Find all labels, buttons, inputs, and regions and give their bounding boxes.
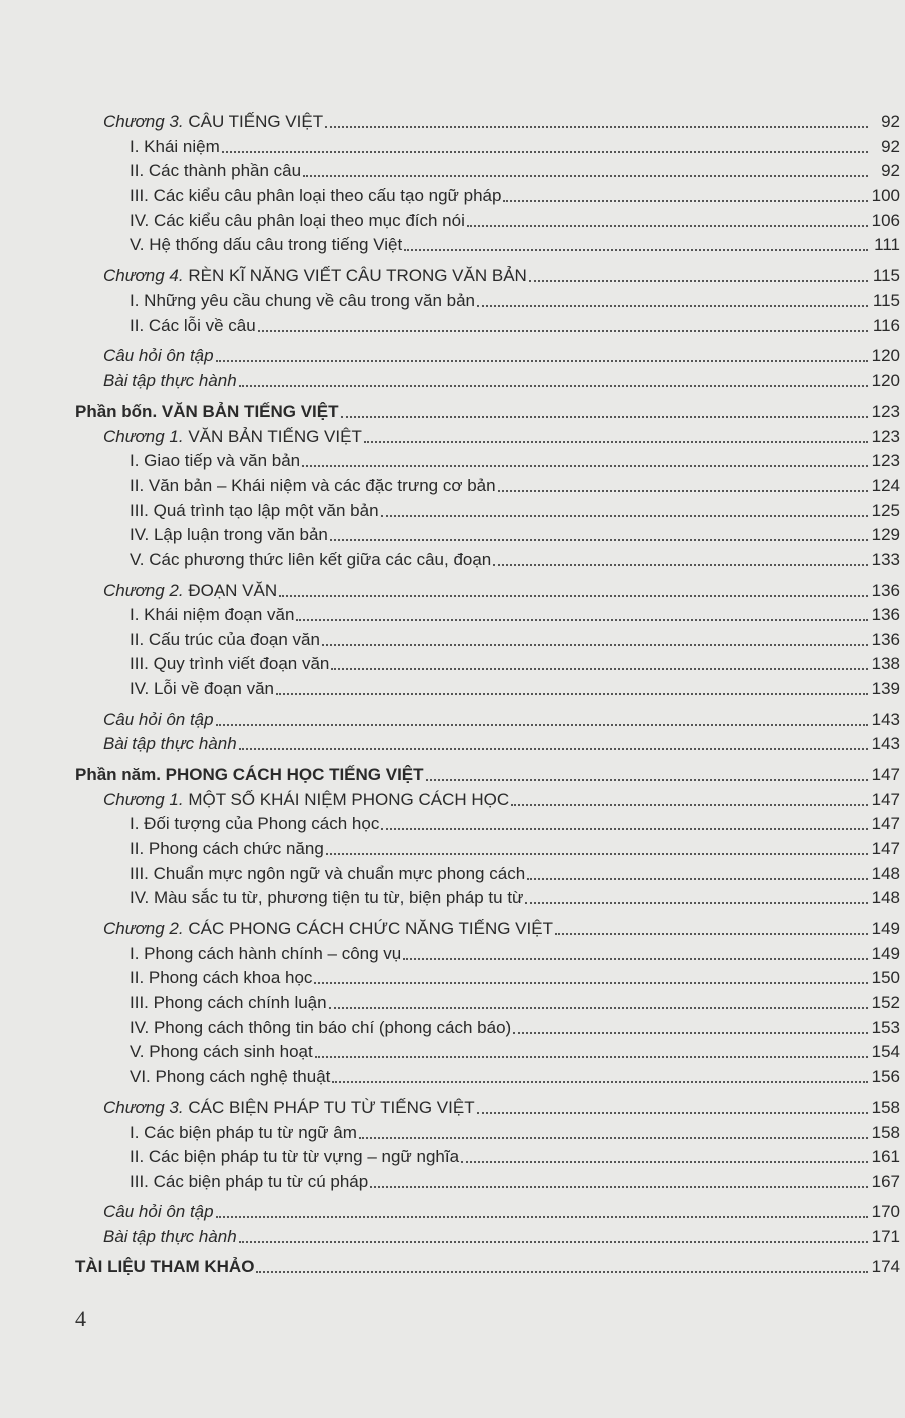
- toc-entry: [103, 577, 900, 601]
- chapter-title: ĐOẠN VĂN: [188, 581, 278, 600]
- toc-entry: [103, 786, 900, 810]
- dot-leader: [477, 305, 868, 307]
- chapter-title: CÂU TIẾNG VIỆT: [188, 112, 324, 131]
- toc-page-number: 143: [871, 710, 900, 729]
- toc-page-number: 150: [871, 968, 900, 987]
- toc-entry-title: II. Các lỗi về câu: [130, 316, 256, 335]
- toc-page-number: 116: [872, 316, 900, 335]
- dot-leader: [513, 1032, 868, 1034]
- toc-entry-title: [103, 1098, 475, 1118]
- dot-leader: [555, 933, 868, 935]
- dot-leader: [239, 748, 868, 750]
- dot-leader: [325, 126, 868, 128]
- toc-entry-title: III. Quá trình tạo lập một văn bản: [130, 501, 379, 520]
- toc-page-number: 129: [871, 525, 900, 544]
- toc-entry: [130, 287, 900, 311]
- toc-entry: [75, 398, 900, 422]
- dot-leader: [331, 668, 868, 670]
- toc-entry: [130, 1063, 900, 1087]
- toc-entry: [103, 1223, 900, 1247]
- toc-page-number: 152: [871, 993, 900, 1012]
- chapter-prefix: Chương 1.: [103, 790, 184, 809]
- toc-entry: [130, 835, 900, 859]
- toc-entry: [130, 1014, 900, 1038]
- dot-leader: [326, 853, 868, 855]
- page-number: 4: [75, 1306, 86, 1331]
- toc-entry-title: [103, 919, 553, 939]
- toc-entry-title: [103, 112, 323, 132]
- toc-page-number: 161: [871, 1147, 900, 1166]
- dot-leader: [467, 225, 868, 227]
- toc-page-number: 154: [871, 1042, 900, 1061]
- toc-entry-title: V. Hệ thống dấu câu trong tiếng Việt: [130, 235, 403, 254]
- toc-page-number: 123: [871, 451, 900, 470]
- toc-entry-title: I. Đối tượng của Phong cách học: [130, 814, 380, 833]
- toc-page-number: 153: [871, 1018, 900, 1037]
- dot-leader: [332, 1081, 868, 1083]
- toc-entry: [130, 884, 900, 908]
- toc-entry-title: IV. Lỗi về đoạn văn: [130, 679, 274, 698]
- toc-entry-title: II. Cấu trúc của đoạn văn: [130, 630, 320, 649]
- chapter-prefix: Chương 3.: [103, 112, 184, 131]
- toc-entry-title: V. Phong cách sinh hoạt: [130, 1042, 313, 1061]
- toc-entry-title: Câu hỏi ôn tập: [103, 710, 214, 729]
- toc-entry-title: III. Quy trình viết đoạn văn: [130, 654, 330, 673]
- toc-entry-title: III. Chuẩn mực ngôn ngữ và chuẩn mực phong cách: [130, 864, 526, 883]
- toc-entry: [130, 447, 900, 471]
- toc-entry: [130, 1038, 900, 1062]
- toc-page-number: 92: [881, 112, 900, 131]
- toc-entry: [130, 133, 900, 157]
- toc-entry-title: TÀI LIỆU THAM KHẢO: [75, 1257, 255, 1276]
- toc-page-number: 100: [871, 186, 900, 205]
- toc-page-number: 133: [871, 550, 900, 569]
- toc-page-number: 136: [871, 581, 900, 600]
- dot-leader: [239, 385, 868, 387]
- toc-entry: [130, 312, 900, 336]
- dot-leader: [256, 1271, 868, 1273]
- toc-entry-title: III. Các kiểu câu phân loại theo cấu tạo ngữ pháp: [130, 186, 502, 205]
- toc-page-number: 92: [881, 161, 900, 180]
- chapter-prefix: Chương 3.: [103, 1098, 184, 1117]
- toc-entry-title: II. Văn bản – Khái niệm và các đặc trưng cơ bản: [130, 476, 496, 495]
- dot-leader: [381, 828, 868, 830]
- toc-entry-title: Bài tập thực hành: [103, 371, 237, 390]
- toc-page-number: 115: [872, 291, 900, 310]
- toc-entry: [103, 262, 900, 286]
- dot-leader: [222, 151, 868, 153]
- dot-leader: [303, 175, 868, 177]
- toc-page-number: 123: [871, 402, 900, 421]
- dot-leader: [403, 958, 868, 960]
- dot-leader: [529, 280, 868, 282]
- toc-entry-title: III. Các biện pháp tu từ cú pháp: [130, 1172, 369, 1191]
- dot-leader: [527, 878, 868, 880]
- toc-entry-title: [103, 266, 527, 286]
- dot-leader: [525, 902, 868, 904]
- toc-page-number: 147: [871, 765, 900, 784]
- dot-leader: [329, 1007, 868, 1009]
- toc-entry-title: II. Phong cách chức năng: [130, 839, 324, 858]
- toc-page-number: 171: [871, 1227, 900, 1246]
- toc-entry-title: I. Các biện pháp tu từ ngữ âm: [130, 1123, 357, 1142]
- dot-leader: [364, 441, 868, 443]
- chapter-title: RÈN KĨ NĂNG VIẾT CÂU TRONG VĂN BẢN: [188, 266, 527, 285]
- toc-page-number: 115: [872, 266, 900, 285]
- chapter-title: MỘT SỐ KHÁI NIỆM PHONG CÁCH HỌC: [188, 790, 510, 809]
- dot-leader: [404, 249, 868, 251]
- chapter-prefix: Chương 2.: [103, 581, 184, 600]
- toc-entry: [130, 157, 900, 181]
- toc-page-number: 120: [871, 346, 900, 365]
- toc-entry: [130, 231, 900, 255]
- toc-entry: [103, 730, 900, 754]
- dot-leader: [322, 644, 868, 646]
- toc-entry-title: VI. Phong cách nghệ thuật: [130, 1067, 331, 1086]
- toc-page-number: 149: [871, 944, 900, 963]
- toc-entry-title: [103, 427, 362, 447]
- dot-leader: [370, 1186, 868, 1188]
- toc-entry: [103, 108, 900, 132]
- toc-entry: [130, 1119, 900, 1143]
- toc-page-number: 143: [871, 734, 900, 753]
- toc-page-number: 158: [871, 1098, 900, 1117]
- toc-entry: [130, 626, 900, 650]
- toc-page-number: 138: [871, 654, 900, 673]
- toc-entry: [103, 1198, 900, 1222]
- toc-entry: [103, 706, 900, 730]
- chapter-title: CÁC BIỆN PHÁP TU TỪ TIẾNG VIỆT: [188, 1098, 475, 1117]
- toc-page-number: 92: [881, 137, 900, 156]
- toc-entry: [130, 964, 900, 988]
- toc-entry: [130, 1143, 900, 1167]
- dot-leader: [315, 1056, 868, 1058]
- toc-page-number: 174: [871, 1257, 900, 1276]
- dot-leader: [426, 779, 868, 781]
- toc-entry-title: Phần bốn. VĂN BẢN TIẾNG VIỆT: [75, 402, 339, 421]
- toc-entry-title: I. Giao tiếp và văn bản: [130, 451, 301, 470]
- toc-entry-title: II. Các biện pháp tu từ từ vựng – ngữ nghĩa: [130, 1147, 460, 1166]
- dot-leader: [330, 539, 868, 541]
- toc-entry-title: I. Khái niệm: [130, 137, 220, 156]
- toc-entry: [75, 1253, 900, 1277]
- chapter-prefix: Chương 1.: [103, 427, 184, 446]
- dot-leader: [461, 1161, 868, 1163]
- toc-page-number: 136: [871, 630, 900, 649]
- toc-entry-title: Phần năm. PHONG CÁCH HỌC TIẾNG VIỆT: [75, 765, 424, 784]
- toc-entry: [103, 423, 900, 447]
- toc-entry-title: V. Các phương thức liên kết giữa các câu, đoạn: [130, 550, 492, 569]
- dot-leader: [314, 982, 868, 984]
- toc-entry-title: II. Các thành phần câu: [130, 161, 302, 180]
- toc-page-number: 125: [871, 501, 900, 520]
- toc-entry-title: I. Khái niệm đoạn văn: [130, 605, 295, 624]
- toc-page-number: 148: [871, 864, 900, 883]
- dot-leader: [359, 1137, 868, 1139]
- toc-entry: [103, 915, 900, 939]
- dot-leader: [381, 515, 868, 517]
- toc-entry-title: Câu hỏi ôn tập: [103, 1202, 214, 1221]
- dot-leader: [258, 330, 868, 332]
- toc-page-number: 167: [871, 1172, 900, 1191]
- toc-entry: [130, 472, 900, 496]
- dot-leader: [216, 360, 868, 362]
- toc-page-number: 111: [874, 235, 900, 254]
- toc-entry-title: I. Phong cách hành chính – công vụ: [130, 944, 402, 963]
- toc-entry: [130, 497, 900, 521]
- chapter-prefix: Chương 2.: [103, 919, 184, 938]
- toc-page-number: 120: [871, 371, 900, 390]
- chapter-prefix: Chương 4.: [103, 266, 184, 285]
- toc-entry: [103, 342, 900, 366]
- toc-page-number: 147: [871, 839, 900, 858]
- toc-entry: [130, 810, 900, 834]
- toc-page-number: 124: [871, 476, 900, 495]
- toc-page-number: 148: [871, 888, 900, 907]
- dot-leader: [503, 200, 868, 202]
- toc-page-number: 106: [871, 211, 900, 230]
- toc-entry: [130, 182, 900, 206]
- toc-entry: [130, 207, 900, 231]
- toc-entry: [130, 675, 900, 699]
- toc-entry-title: IV. Các kiểu câu phân loại theo mục đích nói: [130, 211, 465, 230]
- toc-entry: [130, 650, 900, 674]
- toc-entry: [130, 860, 900, 884]
- chapter-title: CÁC PHONG CÁCH CHỨC NĂNG TIẾNG VIỆT: [188, 919, 553, 938]
- toc-entry: [130, 601, 900, 625]
- toc-page-number: 149: [871, 919, 900, 938]
- dot-leader: [511, 804, 868, 806]
- toc-page-number: 156: [871, 1067, 900, 1086]
- toc-entry: [130, 546, 900, 570]
- toc-entry: [130, 989, 900, 1013]
- toc-page-number: 136: [871, 605, 900, 624]
- dot-leader: [493, 564, 868, 566]
- toc-entry: [130, 1168, 900, 1192]
- toc-page-number: 147: [871, 790, 900, 809]
- dot-leader: [279, 595, 868, 597]
- dot-leader: [302, 465, 868, 467]
- toc-entry: [75, 761, 900, 785]
- dot-leader: [341, 416, 868, 418]
- dot-leader: [216, 724, 868, 726]
- toc-entry: [103, 367, 900, 391]
- toc-page-number: 170: [871, 1202, 900, 1221]
- dot-leader: [477, 1112, 868, 1114]
- toc-entry-title: Câu hỏi ôn tập: [103, 346, 214, 365]
- toc-entry: [103, 1094, 900, 1118]
- toc-entry-title: Bài tập thực hành: [103, 734, 237, 753]
- dot-leader: [239, 1241, 868, 1243]
- toc-entry-title: [103, 581, 277, 601]
- toc-page-number: 139: [871, 679, 900, 698]
- dot-leader: [498, 490, 868, 492]
- toc-entry-title: I. Những yêu cầu chung về câu trong văn bản: [130, 291, 475, 310]
- toc-entry-title: IV. Lập luận trong văn bản: [130, 525, 328, 544]
- toc-entry: [130, 940, 900, 964]
- toc-page-number: 158: [871, 1123, 900, 1142]
- toc-entry: [130, 521, 900, 545]
- chapter-title: VĂN BẢN TIẾNG VIỆT: [188, 427, 362, 446]
- dot-leader: [276, 693, 868, 695]
- toc-entry-title: Bài tập thực hành: [103, 1227, 237, 1246]
- toc-entry-title: IV. Màu sắc tu từ, phương tiện tu từ, biện pháp tu từ: [130, 888, 524, 907]
- toc-entry-title: [103, 790, 509, 810]
- toc-page-number: 147: [871, 814, 900, 833]
- toc-entry-title: II. Phong cách khoa học: [130, 968, 313, 987]
- dot-leader: [296, 619, 868, 621]
- toc-entry-title: IV. Phong cách thông tin báo chí (phong cách báo): [130, 1018, 512, 1037]
- toc-entry-title: III. Phong cách chính luận: [130, 993, 327, 1012]
- toc-page-number: 123: [871, 427, 900, 446]
- dot-leader: [216, 1216, 868, 1218]
